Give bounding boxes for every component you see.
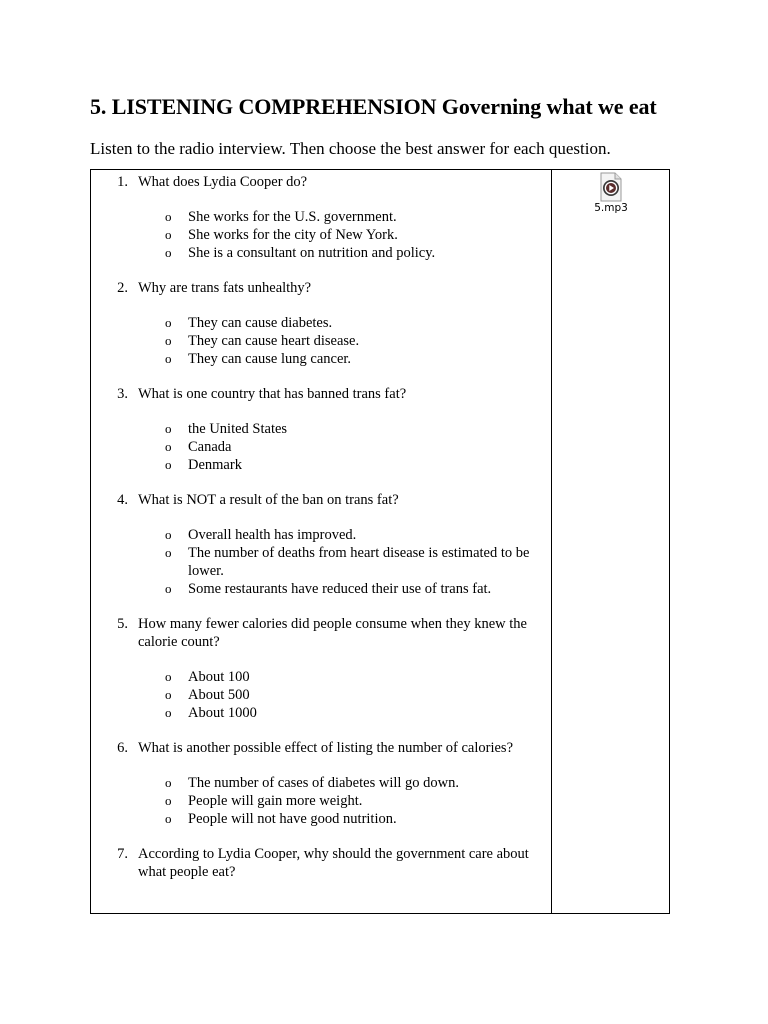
question-item bbox=[91, 845, 551, 881]
option-text: the United States bbox=[188, 421, 288, 437]
question-text: What is NOT a result of the ban on trans fat? bbox=[138, 492, 399, 508]
question-number: 2. bbox=[117, 280, 128, 296]
page-title: 5. LISTENING COMPREHENSION Governing what we eat bbox=[90, 94, 657, 119]
question-number: 6. bbox=[117, 740, 128, 756]
option-bullet: o bbox=[165, 581, 172, 596]
answer-option[interactable] bbox=[91, 526, 551, 544]
option-bullet: o bbox=[165, 669, 172, 684]
option-bullet: o bbox=[165, 421, 172, 436]
answer-options bbox=[91, 774, 551, 828]
answer-option[interactable] bbox=[91, 792, 551, 810]
option-text: People will not have good nutrition. bbox=[188, 811, 397, 827]
option-bullet: o bbox=[165, 227, 172, 242]
option-text: About 100 bbox=[188, 669, 250, 685]
question-text: What is one country that has banned trans fat? bbox=[138, 386, 407, 402]
answer-option[interactable] bbox=[91, 420, 551, 438]
answer-option[interactable] bbox=[91, 774, 551, 792]
question-text: What does Lydia Cooper do? bbox=[138, 174, 308, 190]
attachment-filename[interactable]: 5.mp3 bbox=[594, 202, 628, 214]
question-number: 5. bbox=[117, 616, 128, 632]
answer-options bbox=[91, 208, 551, 262]
option-bullet: o bbox=[165, 775, 172, 790]
answer-option[interactable] bbox=[91, 668, 551, 686]
option-text: She works for the city of New York. bbox=[188, 227, 398, 243]
option-text: The number of deaths from heart disease is estimated to be lower. bbox=[188, 545, 530, 579]
question-table bbox=[90, 169, 670, 914]
answer-options bbox=[91, 668, 551, 722]
answer-option[interactable] bbox=[91, 244, 551, 262]
option-text: The number of cases of diabetes will go down. bbox=[188, 775, 459, 791]
option-text: Overall health has improved. bbox=[188, 527, 357, 543]
option-text: About 500 bbox=[188, 687, 250, 703]
option-bullet: o bbox=[165, 209, 172, 224]
answer-option[interactable] bbox=[91, 226, 551, 244]
option-bullet: o bbox=[165, 245, 172, 260]
question-text: What is another possible effect of listing the number of calories? bbox=[138, 740, 514, 756]
answer-option[interactable] bbox=[91, 810, 551, 828]
option-bullet: o bbox=[165, 811, 172, 826]
option-text: She works for the U.S. government. bbox=[188, 209, 397, 225]
option-text: They can cause heart disease. bbox=[188, 333, 360, 349]
question-number: 4. bbox=[117, 492, 128, 508]
answer-option[interactable] bbox=[91, 350, 551, 368]
answer-option[interactable] bbox=[91, 332, 551, 350]
answer-option[interactable] bbox=[91, 438, 551, 456]
option-bullet: o bbox=[165, 705, 172, 720]
question-number: 3. bbox=[117, 386, 128, 402]
answer-option[interactable] bbox=[91, 544, 551, 580]
answer-options bbox=[91, 526, 551, 598]
question-item bbox=[91, 385, 551, 474]
question-number: 7. bbox=[117, 846, 128, 862]
audio-file-icon[interactable] bbox=[600, 172, 622, 202]
option-text: Canada bbox=[188, 439, 232, 455]
option-bullet: o bbox=[165, 315, 172, 330]
question-item bbox=[91, 491, 551, 598]
answer-option[interactable] bbox=[91, 704, 551, 722]
question-item bbox=[91, 739, 551, 828]
answer-options bbox=[91, 420, 551, 474]
instructions: Listen to the radio interview. Then choose the best answer for each question. bbox=[90, 139, 611, 158]
option-text: She is a consultant on nutrition and policy. bbox=[188, 245, 436, 261]
option-bullet: o bbox=[165, 351, 172, 366]
option-bullet: o bbox=[165, 793, 172, 808]
answer-option[interactable] bbox=[91, 208, 551, 226]
option-text: Some restaurants have reduced their use of trans fat. bbox=[188, 581, 492, 597]
question-text: According to Lydia Cooper, why should the government care about what people eat? bbox=[138, 846, 529, 880]
question-item bbox=[91, 279, 551, 368]
option-text: They can cause diabetes. bbox=[188, 315, 333, 331]
answer-option[interactable] bbox=[91, 456, 551, 474]
option-text: Denmark bbox=[188, 457, 242, 473]
option-text: They can cause lung cancer. bbox=[188, 351, 352, 367]
answer-option[interactable] bbox=[91, 314, 551, 332]
question-text: Why are trans fats unhealthy? bbox=[138, 280, 312, 296]
question-number: 1. bbox=[117, 174, 128, 190]
question-text: How many fewer calories did people consume when they knew the calorie count? bbox=[138, 616, 527, 650]
column-divider bbox=[551, 170, 552, 913]
option-bullet: o bbox=[165, 439, 172, 454]
option-bullet: o bbox=[165, 527, 172, 542]
question-item bbox=[91, 615, 551, 722]
question-item bbox=[91, 173, 551, 262]
option-bullet: o bbox=[165, 333, 172, 348]
option-text: People will gain more weight. bbox=[188, 793, 363, 809]
option-bullet: o bbox=[165, 545, 172, 560]
question-list bbox=[91, 173, 551, 898]
option-text: About 1000 bbox=[188, 705, 257, 721]
option-bullet: o bbox=[165, 457, 172, 472]
answer-option[interactable] bbox=[91, 686, 551, 704]
audio-attachment[interactable] bbox=[589, 172, 633, 214]
answer-options bbox=[91, 314, 551, 368]
option-bullet: o bbox=[165, 687, 172, 702]
answer-option[interactable] bbox=[91, 580, 551, 598]
